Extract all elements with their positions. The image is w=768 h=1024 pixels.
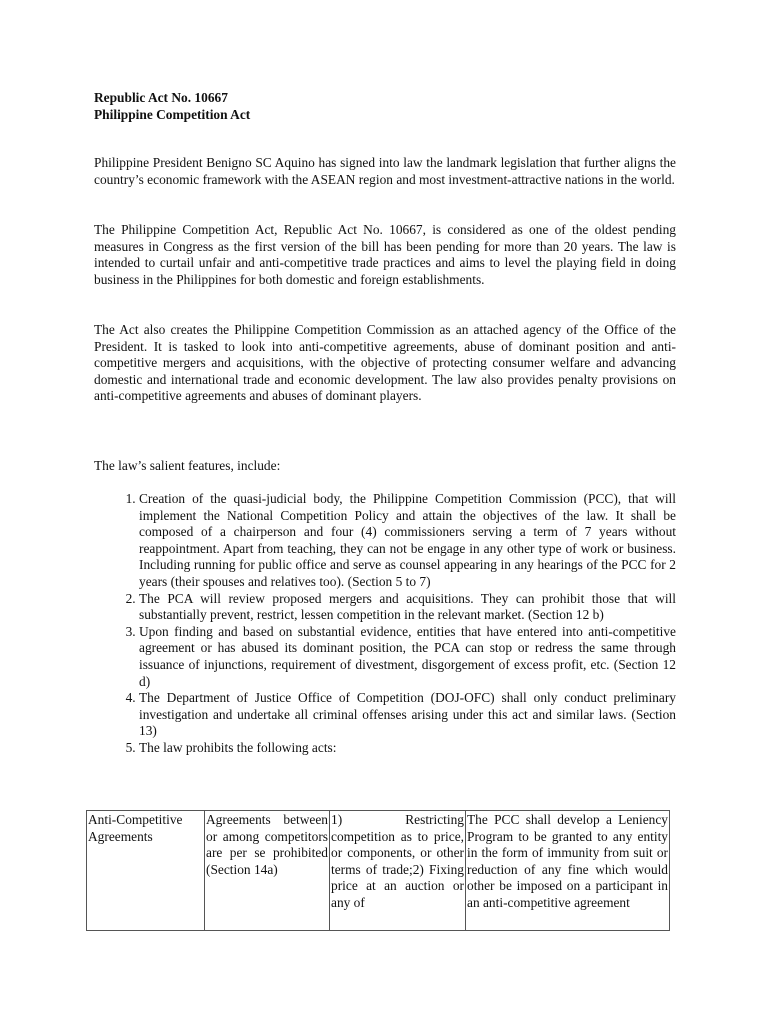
features-list — [94, 491, 676, 757]
table-cell-acts: 1) Restricting competition as to price, or components, or other terms of trade;2) Fixing price at an auction or any of — [330, 811, 466, 931]
table-cell-leniency: The PCC shall develop a Leniency Program to be granted to any entity in the form of immunity from suit or reduction of any fine which would other be imposed on a participant in an anti-competitive agreement — [466, 811, 670, 931]
list-item: 5. The law prohibits the following acts: — [139, 740, 676, 757]
list-item: 1. Creation of the quasi-judicial body, the Philippine Competition Commission (PCC), that will implement the National Competition Policy and attain the objectives of the law. It shall be composed of a chairperson and four (4) commissioners serving a term of 7 years without reappointment. Apart from teaching, they can not be engage in any other type of work or business. Including running for public office and serve as counsel appearing in any hearings of the PCC for 2 years (their spouses and relatives too). (Section 5 to 7) — [139, 491, 676, 591]
title-line-2: Philippine Competition Act — [94, 107, 251, 122]
table-row — [87, 811, 670, 931]
paragraph-commission: The Act also creates the Philippine Competition Commission as an attached agency of the Office of the President. It is tasked to look into anti-competitive agreements, abuse of dominant position and anti-competitive mergers and acquisitions, with the objective of protecting consumer welfare and advancing domestic and international trade and economic development. The law also provides penalty provisions on anti-competitive agreements and abuses of dominant players. — [94, 322, 676, 404]
paragraph-background: The Philippine Competition Act, Republic Act No. 10667, is considered as one of the oldest pending measures in Congress as the first version of the bill has been pending for more than 20 years. The law is intended to curtail unfair and anti-competitive trade practices and aims to level the playing field in doing business in the Philippines for both domestic and foreign establishments. — [94, 222, 676, 287]
list-item: 4. The Department of Justice Office of Competition (DOJ-OFC) shall only conduct preliminary investigation and undertake all criminal offenses arising under this act and similar laws. (Section 13) — [139, 690, 676, 740]
list-item: 3. Upon finding and based on substantial evidence, entities that have entered into anti-competitive agreement or has abused its dominant position, the PCA can stop or redress the same through issuance of injunctions, requirement of divestment, disgorgement of excess profit, etc. (Section 12 d) — [139, 624, 676, 690]
title-line-1: Republic Act No. 10667 — [94, 90, 228, 105]
table-cell-category: Anti-Competitive Agreements — [87, 811, 205, 931]
document-title — [94, 89, 250, 123]
prohibited-acts-table — [86, 810, 670, 931]
table-cell-description: Agreements between or among competitors are per se prohibited (Section 14a) — [205, 811, 330, 931]
features-intro: The law’s salient features, include: — [94, 458, 281, 473]
paragraph-intro: Philippine President Benigno SC Aquino has signed into law the landmark legislation that further aligns the country’s economic framework with the ASEAN region and most investment-attractive nations in the world. — [94, 155, 676, 187]
list-item: 2. The PCA will review proposed mergers and acquisitions. They can prohibit those that will substantially prevent, restrict, lessen competition in the relevant market. (Section 12 b) — [139, 591, 676, 624]
